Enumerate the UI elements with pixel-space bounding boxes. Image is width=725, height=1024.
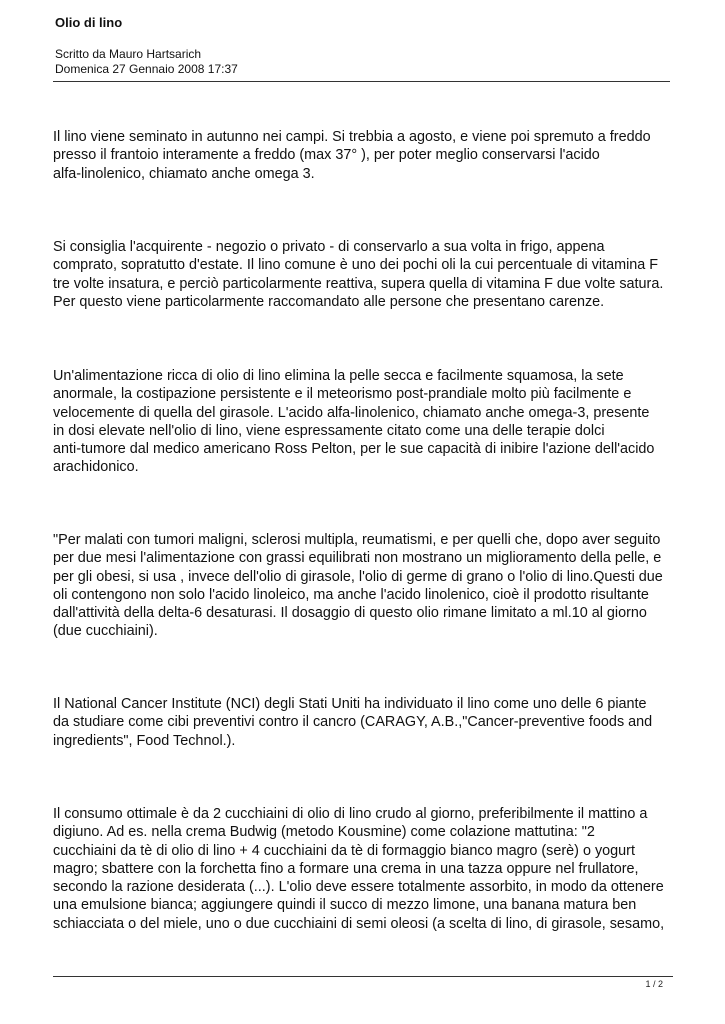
text-line: (due cucchiaini). <box>53 623 158 640</box>
text-line: magro; sbattere con la forchetta fino a formare una crema in una tazza oppure nel frullatore, <box>53 860 639 877</box>
paragraph <box>53 238 678 311</box>
page-title: Olio di lino <box>55 15 123 30</box>
text-line: presso il frantoio interamente a freddo (max 37° ), per poter meglio conservarsi l'acido <box>53 147 600 164</box>
text-line: Per questo viene particolarmente raccomandato alle persone che presentano carenze. <box>53 293 605 310</box>
date-line: Domenica 27 Gennaio 2008 17:37 <box>55 62 238 76</box>
text-line: oli contengono non solo l'acido linoleico, ma anche l'acido linolenico, cioè il prodotto risultante <box>53 586 649 603</box>
text-line: Il lino viene seminato in autunno nei campi. Si trebbia a agosto, e viene poi spremuto a freddo <box>53 129 651 145</box>
header-divider <box>53 81 670 82</box>
paragraph <box>53 128 678 183</box>
paragraph <box>53 531 678 641</box>
text-line: tre volte insatura, e perciò particolarmente reattiva, supera quella di vitamina F due volte satura. <box>53 275 664 292</box>
text-line: Un'alimentazione ricca di olio di lino elimina la pelle secca e facilmente squamosa, la sete <box>53 368 624 384</box>
text-line: dall'attività della delta-6 desaturasi. Il dosaggio di questo olio rimane limitato a ml.10 al giorno <box>53 605 647 622</box>
text-line: anti-tumore dal medico americano Ross Pelton, per le sue capacità di inibire l'azione dell'acido <box>53 441 655 458</box>
paragraph <box>53 805 678 933</box>
text-line: per gli obesi, si usa , invece dell'olio di girasole, l'olio di germe di grano o l'olio di lino.Questi due <box>53 568 663 585</box>
paragraph <box>53 367 678 477</box>
text-line: secondo la razione desiderata (...). L'olio deve essere totalmente assorbito, in modo da ottenere <box>53 879 664 896</box>
footer-divider <box>53 976 673 977</box>
text-line: alfa-linolenico, chiamato anche omega 3. <box>53 165 315 182</box>
text-line: ingredients", Food Technol.). <box>53 732 236 749</box>
text-line: in dosi elevate nell'olio di lino, viene espressamente citato come una delle terapie dolci <box>53 422 605 439</box>
text-line: cucchiaini da tè di olio di lino + 4 cucchiaini da tè di formaggio bianco magro (serè) o yogurt <box>53 842 635 859</box>
text-line: anormale, la costipazione persistente e il meteorismo post-prandiale molto più facilmente e <box>53 386 632 403</box>
article-meta <box>55 47 238 77</box>
text-line: schiacciata o del miele, uno o due cucchiaini di semi oleosi (a scelta di lino, di girasole, sesamo, <box>53 915 665 932</box>
text-line: Si consiglia l'acquirente - negozio o privato - di conservarlo a sua volta in frigo, appena <box>53 239 605 255</box>
text-line: da studiare come cibi preventivi contro il cancro (CARAGY, A.B.,"Cancer-preventive foods and <box>53 714 653 731</box>
text-line: digiuno. Ad es. nella crema Budwig (metodo Kousmine) come colazione mattutina: "2 <box>53 824 595 841</box>
text-line: per due mesi l'alimentazione con grassi equilibrati non mostrano un miglioramento della pelle, e <box>53 550 662 567</box>
text-line: arachidonico. <box>53 459 139 476</box>
text-line: Il National Cancer Institute (NCI) degli Stati Uniti ha individuato il lino come uno delle 6 piante <box>53 696 647 712</box>
text-line: comprato, sopratutto d'estate. Il lino comune è uno dei pochi oli la cui percentuale di vitamina F <box>53 257 659 274</box>
text-line: Il consumo ottimale è da 2 cucchiaini di olio di lino crudo al giorno, preferibilmente il mattino a <box>53 806 648 822</box>
page-number: 1 / 2 <box>645 979 663 989</box>
text-line: velocemente di quella del girasole. L'acido alfa-linolenico, chiamato anche omega-3, presente <box>53 404 650 421</box>
author-line: Scritto da Mauro Hartsarich <box>55 47 202 61</box>
text-line: una emulsione bianca; aggiungere quindi il succo di mezzo limone, una banana matura ben <box>53 897 637 914</box>
text-line: "Per malati con tumori maligni, sclerosi multipla, reumatismi, e per quelli che, dopo aver seguito <box>53 532 661 548</box>
paragraph <box>53 695 678 750</box>
